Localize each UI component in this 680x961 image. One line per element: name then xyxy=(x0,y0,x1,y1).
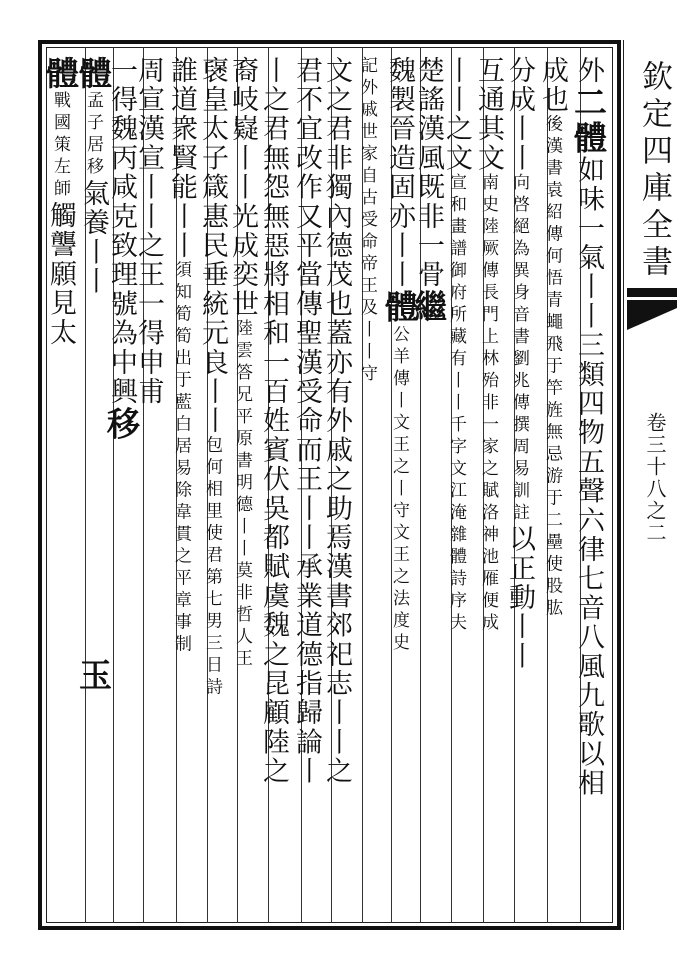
main-text: 丨丨之文 xyxy=(441,56,472,173)
main-text: 一得魏丙咸克致理號為中興 xyxy=(106,56,137,407)
annotation-note: 須知筍筍出于藍白居易除韋貫之平章事制 xyxy=(171,260,191,657)
main-text: 以正動丨丨 xyxy=(504,524,535,671)
text-column xyxy=(168,56,195,656)
headword: 繼 xyxy=(409,289,448,325)
main-text: 裔岐嶷丨丨光成奕世 xyxy=(227,56,258,319)
text-column xyxy=(199,56,226,700)
headword: 玉 xyxy=(74,658,113,694)
headword: 二體 xyxy=(569,85,608,156)
text-column xyxy=(569,56,608,799)
text-column xyxy=(409,56,448,325)
headword: 體 xyxy=(380,289,419,325)
text-column xyxy=(293,56,320,786)
main-text: 外 xyxy=(573,56,604,86)
text-column xyxy=(260,56,287,786)
text-column xyxy=(539,56,566,620)
annotation-note: 向啓絕為異身音書劉兆傳撰周易訓註 xyxy=(509,172,529,525)
text-column xyxy=(506,56,533,671)
text-column xyxy=(475,56,502,635)
annotation-note: 南史陸厥傳長門上林殆非一家之賦洛神池雁便成 xyxy=(478,172,498,635)
main-text: 觸讋願見太 xyxy=(45,201,76,348)
headword: 移 xyxy=(102,406,141,442)
main-text: 互通其文 xyxy=(473,56,504,173)
annotation-note: 陸雲答兄平原書明德丨丨莫非哲人王 xyxy=(232,318,252,671)
text-column xyxy=(443,56,470,635)
main-text: 襃皇太子箴惠民垂統元良丨丨 xyxy=(197,56,228,436)
text-column xyxy=(380,56,419,655)
main-text: 如味一氣丨丨三類四物五聲六律七音八風九歌以相 xyxy=(573,155,604,799)
text-column xyxy=(354,56,381,386)
text-column xyxy=(135,56,162,406)
text-column xyxy=(229,56,256,671)
main-text: 成也 xyxy=(537,56,568,115)
main-text: 君不宜改作又平當傳聖漢受命而王丨丨承業道德指歸論丨 xyxy=(291,56,322,786)
volume-label: 卷三十八之二 xyxy=(643,412,667,544)
main-text: 楚謠漢風既非一骨 xyxy=(413,56,444,290)
text-column xyxy=(41,56,80,348)
headword: 體 xyxy=(74,56,113,92)
annotation-note: 宣和畫譜御府所藏有丨丨千字文江淹雜體詩序夫 xyxy=(446,172,466,635)
main-text: 魏製晉造固亦丨丨 xyxy=(384,56,415,290)
fishtail-ornament xyxy=(623,286,680,332)
annotation-note: 戰國策左師 xyxy=(50,91,70,202)
main-text: 丨之君無怨無惡將相和一百姓賓伏吳都賦虞魏之昆顧陸之 xyxy=(258,56,289,786)
annotation-note: 包何相里使君第七男三日詩 xyxy=(202,435,222,700)
annotation-note: 公羊傳丨文王之丨守文王之法度史 xyxy=(389,324,409,655)
annotation-note: 孟子居移 xyxy=(83,91,103,180)
text-column xyxy=(74,658,113,694)
text-column xyxy=(74,56,113,297)
annotation-note: 記外戚世家自古受命帝王及丨丨守 xyxy=(357,56,377,386)
main-text: 分成丨丨 xyxy=(504,56,535,173)
main-text: 氣養丨丨 xyxy=(78,179,109,297)
book-title: 欽定四庫全書 xyxy=(636,60,672,282)
annotation-note: 後漢書袁紹傳何悟青蠅飛于竿旌無忌游于二壘使股肱 xyxy=(542,114,562,621)
main-text: 周宣漢宣丨丨之王一得申甫 xyxy=(133,56,164,407)
headword: 體 xyxy=(41,56,80,92)
main-text: 文之君非獨內德茂也蓋亦有外戚之助焉漢書郊祀志丨丨之 xyxy=(321,56,352,786)
main-text: 誰道衆賢能丨丨 xyxy=(166,56,197,261)
text-column xyxy=(323,56,350,786)
